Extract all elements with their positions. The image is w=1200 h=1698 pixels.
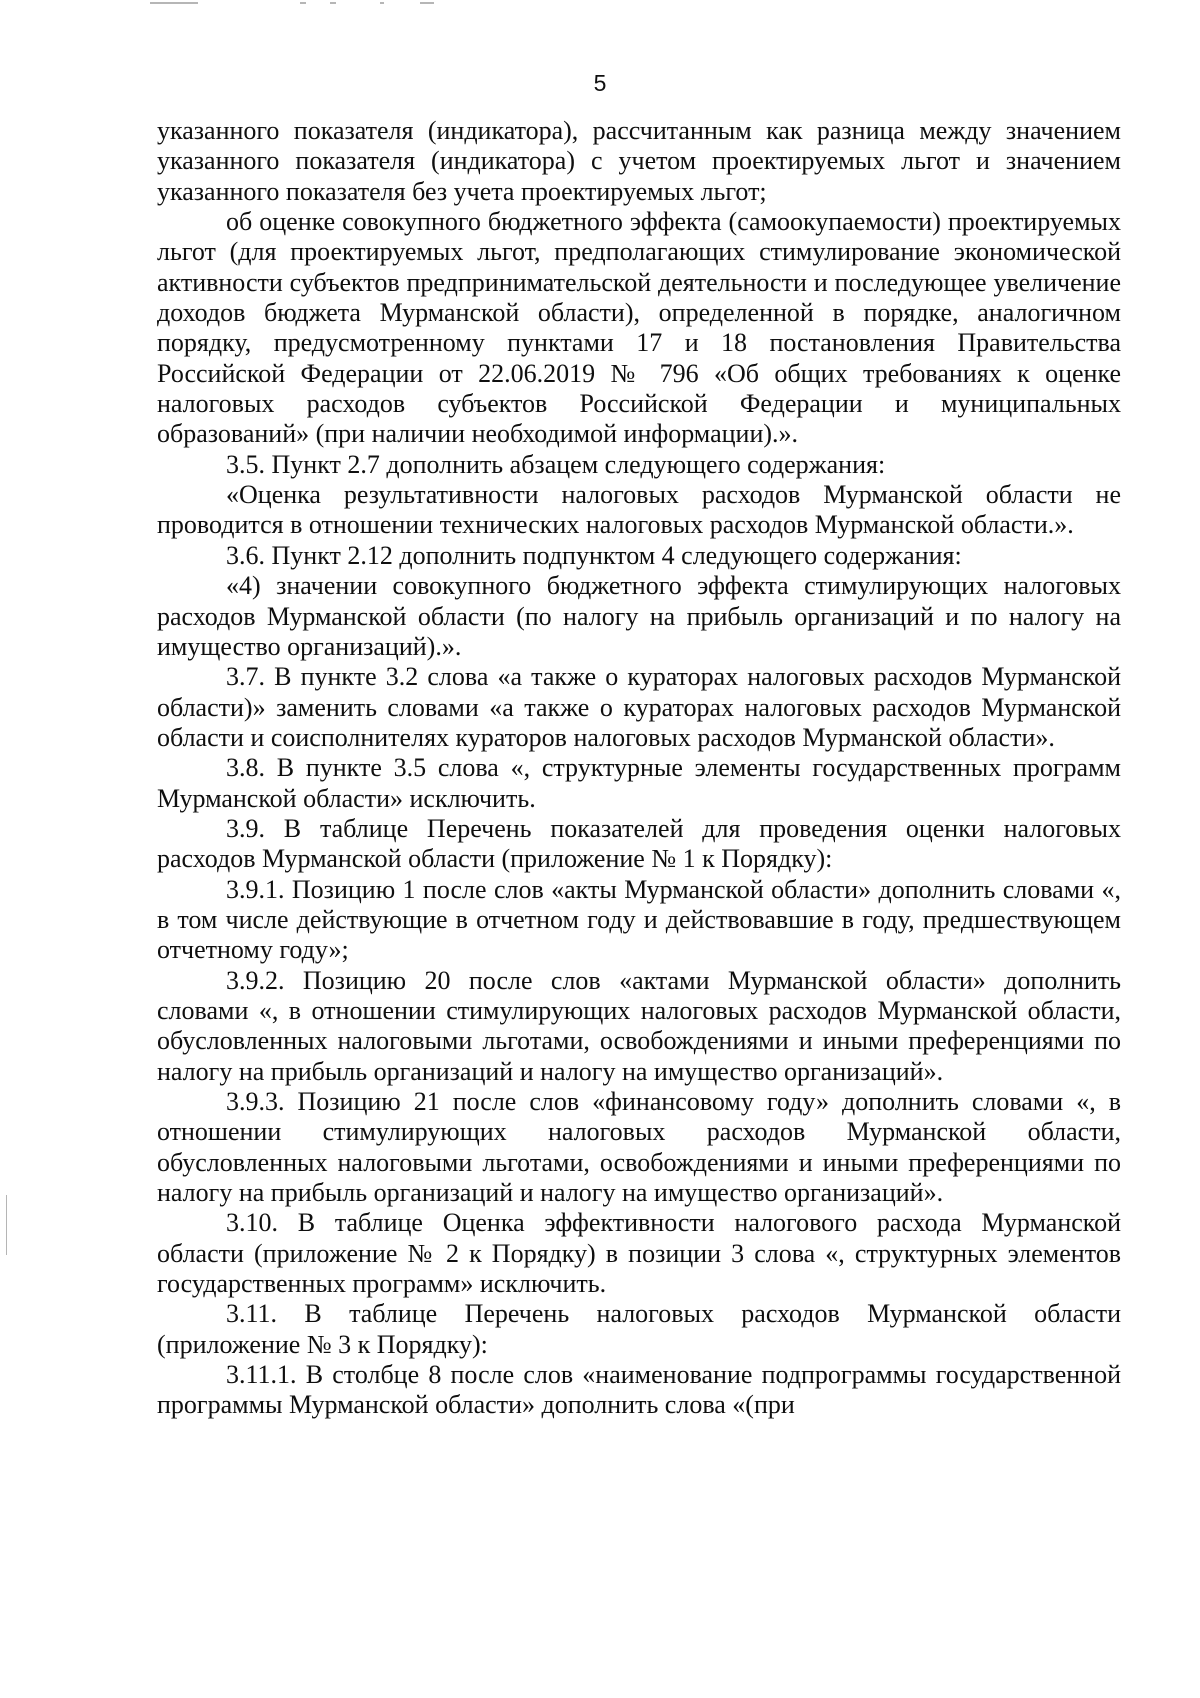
paragraph: 3.5. Пункт 2.7 дополнить абзацем следующего содержания:	[226, 449, 886, 479]
paragraph: 3.11. В таблице Перечень налоговых расходов Мурманской области (приложение № 3 к Порядку):	[157, 1299, 1121, 1359]
paragraph: «4) значении совокупного бюджетного эффекта стимулирующих налоговых расходов Мурманской области (по налогу на прибыль организаций и по налогу на имущество организаций).».	[157, 571, 1121, 661]
page-number: 5	[593, 70, 607, 96]
paragraph: 3.8. В пункте 3.5 слова «, структурные элементы государственных программ Мурманской области» исключить.	[157, 753, 1121, 813]
scan-margin-mark	[6, 1195, 7, 1255]
paragraph: 3.6. Пункт 2.12 дополнить подпунктом 4 следующего содержания:	[226, 540, 962, 570]
paragraph: 3.10. В таблице Оценка эффективности налогового расхода Мурманской области (приложение № 2 к Порядку) в позиции 3 слова «, структурных элементов государственных программ» исключить.	[157, 1208, 1121, 1299]
paragraph: 3.7. В пункте 3.2 слова «а также о кураторах налоговых расходов Мурманской области)» заменить словами «а также о кураторах налоговых расходов Мурманской области и соисполнителях кураторов налоговых расходов Мурманской области».	[157, 662, 1121, 752]
paragraph: 3.9. В таблице Перечень показателей для проведения оценки налоговых расходов Мурманской области (приложение № 1 к Порядку):	[157, 813, 1121, 874]
paragraph: указанного показателя (индикатора), рассчитанным как разница между значением указанного показателя (индикатора) с учетом проектируемых льгот и значением указанного показателя без учета проектируемых льгот;	[157, 116, 1121, 206]
paragraph: 3.11.1. В столбце 8 после слов «наименование подпрограммы государственной программы Мурманской области» дополнить слова «(при	[157, 1360, 1121, 1420]
paragraph: 3.9.2. Позицию 20 после слов «актами Мурманской области» дополнить словами «, в отношении стимулирующих налоговых расходов Мурманской области, обусловленных налоговыми льготами, освобождениями и иными преференциями по налогу на прибыль организаций и налогу на имущество организаций».	[157, 965, 1121, 1086]
scan-artifacts	[0, 0, 1200, 12]
paragraph: «Оценка результативности налоговых расходов Мурманской области не проводится в отношении технических налоговых расходов Мурманской области.».	[157, 480, 1121, 540]
paragraph: об оценке совокупного бюджетного эффекта (самоокупаемости) проектируемых льгот (для проектируемых льгот, предполагающих стимулирование экономической активности субъектов предпринимательской деятельности и последующее увеличение доходов бюджета Мурманской области), определенной в порядке, аналогичном порядку, предусмотренному пунктами 17 и 18 постановления Правительства Российской Федерации от 22.06.2019 № 796 «Об общих требованиях к оценке налоговых расходов субъектов Российской Федерации и муниципальных образований» (при наличии необходимой информации).».	[157, 207, 1121, 449]
paragraph: 3.9.3. Позицию 21 после слов «финансовому году» дополнить словами «, в отношении стимулирующих налоговых расходов Мурманской области, обусловленных налоговыми льготами, освобождениями и иными преференциями по налогу на прибыль организаций и налогу на имущество организаций».	[157, 1087, 1121, 1208]
document-body	[157, 116, 1121, 1421]
paragraph: 3.9.1. Позицию 1 после слов «акты Мурманской области» дополнить словами «, в том числе действующие в отчетном году и действовавшие в году, предшествующем отчетному году»;	[157, 874, 1121, 965]
